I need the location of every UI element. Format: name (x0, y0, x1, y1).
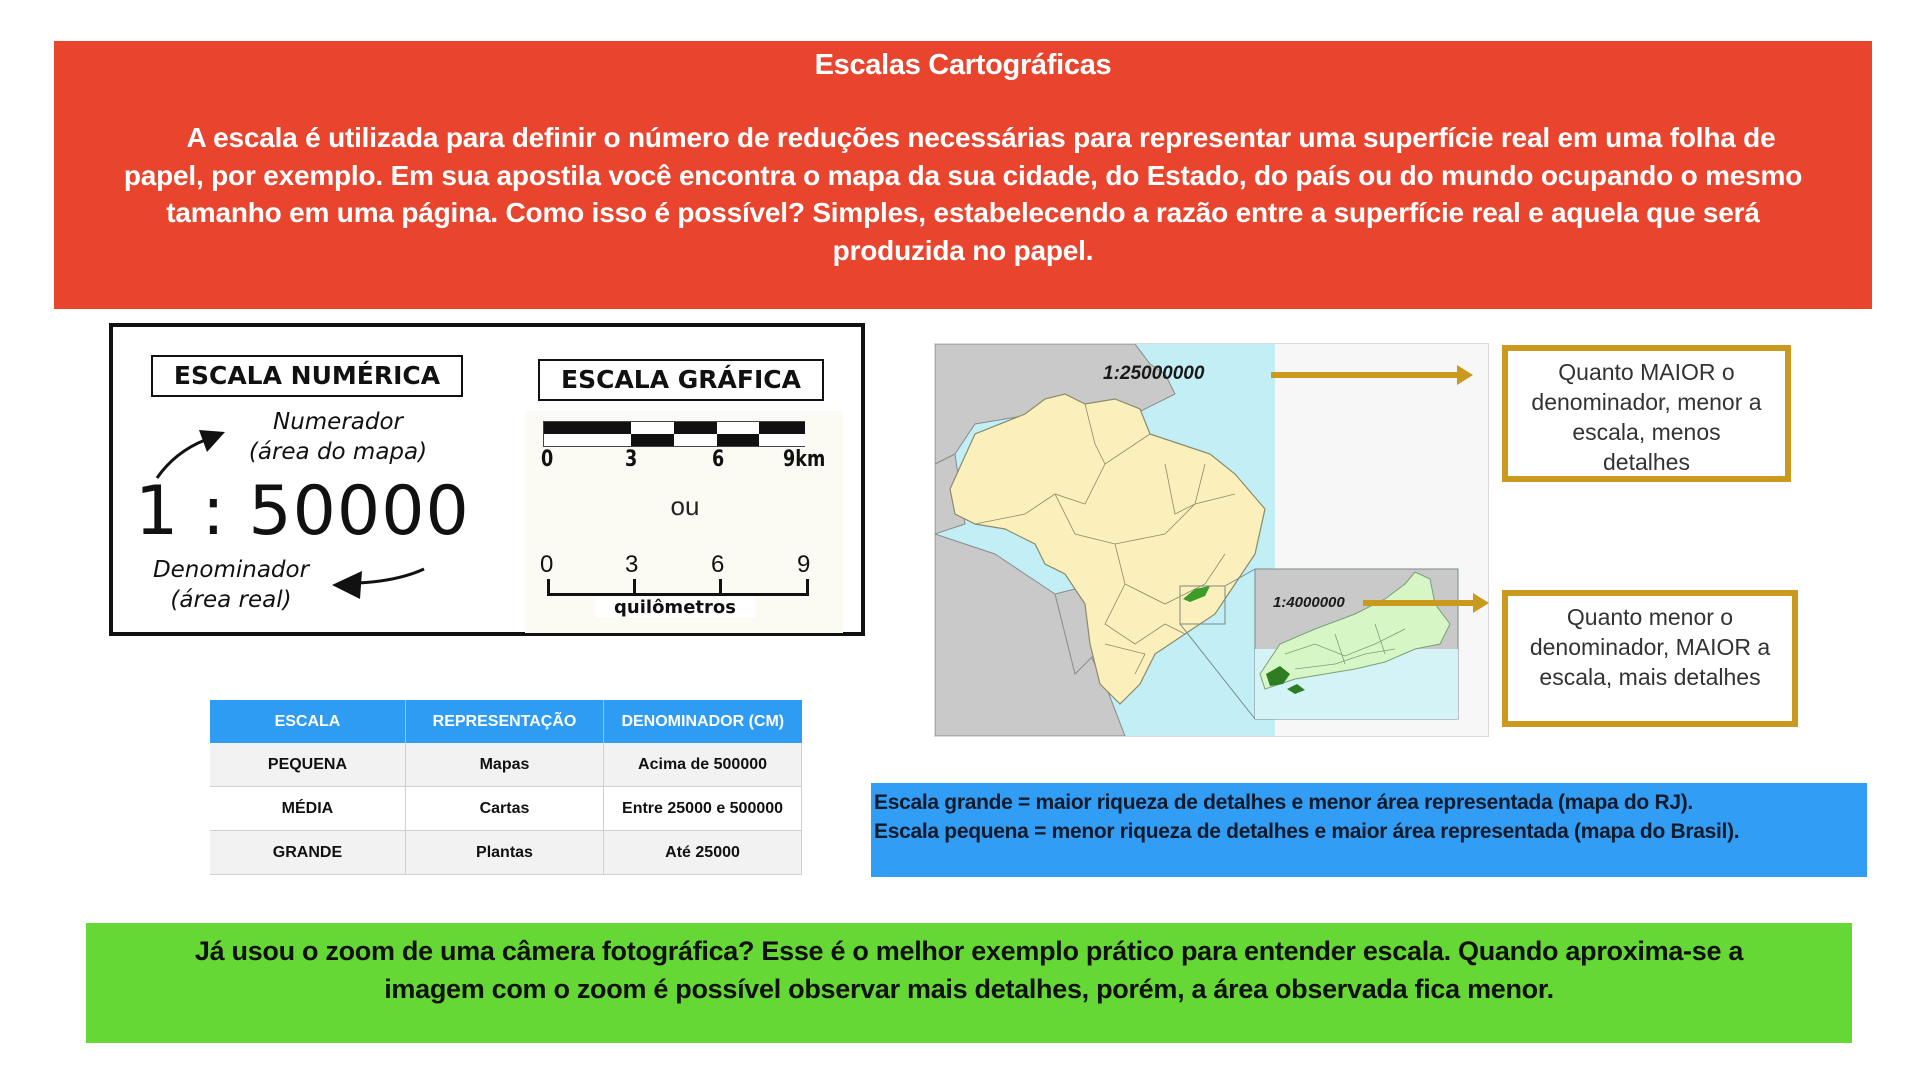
table-cell: Mapas (405, 743, 603, 787)
table-cell: MÉDIA (210, 787, 405, 831)
bar1-tick: 6 (712, 447, 725, 472)
numeric-ratio: 1 : 50000 (135, 472, 470, 551)
smaller-denominator-note (1502, 590, 1798, 727)
bar1-tick: 3 (625, 447, 638, 472)
map-comparison-figure (934, 343, 1489, 737)
note-line: escala, menos (1572, 419, 1721, 445)
denominator-label (131, 555, 331, 615)
table-row (210, 743, 802, 787)
note-line: Quanto MAIOR o (1558, 359, 1735, 385)
note-line: detalhes (1603, 449, 1690, 475)
larger-denominator-note (1502, 345, 1791, 482)
denominator-text: Denominador (152, 557, 310, 583)
bar2-tick: 0 (540, 551, 554, 578)
graphic-scale-area (525, 411, 843, 633)
note-line: denominador, MAIOR a (1529, 634, 1771, 660)
numerator-sub: (área do mapa) (248, 439, 428, 465)
numeric-scale-title: ESCALA NUMÉRICA (151, 355, 463, 397)
note-line: escala, mais detalhes (1539, 664, 1761, 690)
brazil-scale-label: 1:25000000 (1103, 363, 1205, 384)
tip-line: Já usou o zoom de uma câmera fotográfica? Esse é o melhor exemplo prático para entender escala. Quando aproxima-se a (194, 936, 1744, 966)
scale-tick-mark (547, 579, 550, 596)
bar2-tick: 3 (625, 551, 639, 578)
scale-types-figure (109, 323, 865, 636)
table-row (210, 787, 802, 831)
scale-tick-mark (633, 579, 636, 596)
rj-scale-label: 1:4000000 (1273, 594, 1345, 611)
bar2-tick: 9 (797, 551, 811, 578)
intro-line: A escala é utilizada para definir o número de reduções necessárias para representar uma superfície real em uma folha de (186, 122, 1776, 153)
checkered-scale-bar (543, 421, 805, 447)
or-separator: ou (670, 491, 700, 521)
summary-line-small-scale: Escala pequena = menor riqueza de detalhes e maior área representada (mapa do Brasil). (874, 820, 1740, 843)
arrow-right-icon (1363, 600, 1475, 606)
page-title: Escalas Cartográficas (814, 49, 1112, 81)
note-line: denominador, menor a (1531, 389, 1762, 415)
camera-zoom-tip-box (86, 923, 1852, 1043)
note-line: Quanto menor o (1566, 604, 1734, 630)
table-cell: Plantas (405, 831, 603, 875)
tip-line: imagem com o zoom é possível observar mais detalhes, porém, a área observada fica menor. (384, 974, 1554, 1004)
line-scale-bar (547, 593, 809, 596)
table-cell: PEQUENA (210, 743, 405, 787)
scale-summary-box (871, 783, 1867, 877)
scale-classification-table (210, 700, 802, 875)
graphic-scale-title: ESCALA GRÁFICA (538, 359, 824, 401)
table-cell: Acima de 500000 (604, 743, 802, 787)
curved-arrow-left-icon (328, 563, 428, 603)
summary-line-large-scale: Escala grande = maior riqueza de detalhes e menor área representada (mapa do RJ). (874, 791, 1693, 814)
intro-line: papel, por exemplo. Em sua apostila você encontra o mapa da sua cidade, do Estado, do país ou do mundo ocupando o mesmo (123, 159, 1803, 191)
intro-banner (54, 41, 1872, 309)
bar2-tick: 6 (711, 551, 725, 578)
table-header: DENOMINADOR (CM) (604, 700, 802, 743)
table-header: REPRESENTAÇÃO (405, 700, 603, 743)
numerator-text: Numerador (272, 409, 403, 435)
scale-tick-mark (719, 579, 722, 596)
bar1-tick: 9km (783, 447, 826, 472)
bar1-tick: 0 (541, 447, 554, 472)
brazil-map-image (935, 344, 1488, 736)
denominator-sub: (área real) (170, 587, 292, 613)
table-cell: Cartas (405, 787, 603, 831)
intro-line: tamanho em uma página. Como isso é possível? Simples, estabelecendo a razão entre a superfície real e aquela que será (166, 197, 1760, 228)
table-row (210, 831, 802, 875)
table-cell: Entre 25000 e 500000 (604, 787, 802, 831)
intro-paragraph (54, 119, 1872, 269)
scale-tick-mark (806, 579, 809, 596)
unit-label: quilômetros (595, 597, 755, 618)
intro-line: produzida no papel. (832, 234, 1094, 266)
table-header: ESCALA (210, 700, 405, 743)
table-cell: GRANDE (210, 831, 405, 875)
numerator-label (233, 407, 443, 467)
arrow-right-icon (1271, 372, 1459, 378)
table-header-row (210, 700, 802, 743)
table-cell: Até 25000 (604, 831, 802, 875)
